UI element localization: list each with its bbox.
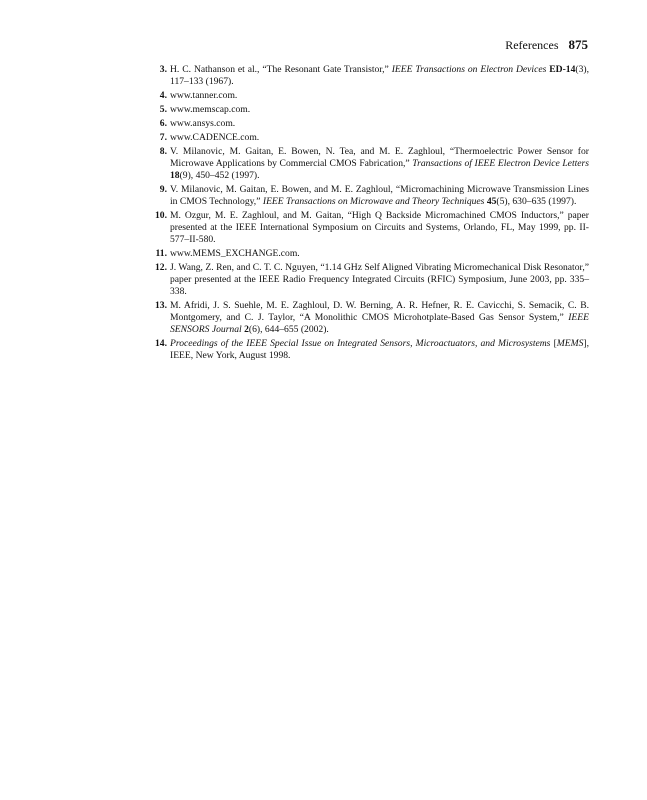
reference-text — [170, 118, 589, 130]
reference-text — [170, 104, 589, 116]
reference-text — [170, 90, 589, 102]
reference-item — [143, 132, 589, 144]
page-number: 875 — [568, 37, 588, 52]
text-segment: H. C. Nathanson et al., “The Resonant Gate Transistor,” — [170, 64, 392, 75]
italic-segment: IEEE SENSORS Journal — [170, 312, 589, 335]
text-segment: V. Milanovic, M. Gaitan, E. Bowen, and M. E. Zaghloul, “Micromachining Microwave Transmission Lines in CMOS Technology,” — [170, 184, 589, 207]
reference-text — [170, 338, 589, 362]
text-segment: www.MEMS_EXCHANGE.com. — [170, 248, 300, 259]
reference-item — [143, 104, 589, 116]
running-head — [505, 37, 588, 53]
reference-text — [170, 300, 589, 336]
reference-item — [143, 262, 589, 298]
bold-segment: 45 — [486, 196, 497, 207]
text-segment: V. Milanovic, M. Gaitan, E. Bowen, N. Tea, and M. E. Zaghloul, “Thermoelectric Power Sensor for Microwave Applications by Commercial CMOS Fabrication,” — [170, 146, 589, 169]
text-segment: [ — [550, 338, 557, 349]
reference-text — [170, 262, 589, 298]
bold-segment: 18 — [170, 170, 180, 181]
reference-text — [170, 132, 589, 144]
text-segment: www.tanner.com. — [170, 90, 238, 101]
reference-text — [170, 248, 589, 260]
reference-number: 11. — [155, 248, 167, 259]
bold-segment: ED-14 — [549, 64, 576, 75]
reference-item — [143, 184, 589, 208]
text-segment: (5), 630–635 (1997). — [496, 196, 577, 207]
reference-number: 8. — [159, 146, 167, 157]
reference-number: 10. — [155, 210, 167, 221]
reference-item — [143, 90, 589, 102]
text-segment: www.memscap.com. — [170, 104, 251, 115]
running-head-title: References — [505, 38, 559, 52]
reference-item — [143, 248, 589, 260]
reference-list — [143, 64, 589, 364]
italic-segment: Proceedings of the IEEE Special Issue on Integrated Sensors, Microactuators, and Microsystems — [170, 338, 551, 349]
reference-item — [143, 338, 589, 362]
reference-item — [143, 210, 589, 246]
italic-segment: MEMS — [556, 338, 584, 349]
reference-number: 7. — [159, 132, 167, 143]
reference-text — [170, 210, 589, 246]
text-segment: M. Afridi, J. S. Suehle, M. E. Zaghloul, D. W. Berning, A. R. Hefner, R. E. Cavicchi, S. Semacik, C. B. Montgomery, and C. J. Taylor, “A Monolithic CMOS Microhotplate-Based Gas Sensor System,” — [170, 300, 589, 323]
text-segment: J. Wang, Z. Ren, and C. T. C. Nguyen, “1.14 GHz Self Aligned Vibrating Micromechanical Disk Resonator,” paper presented at the IEEE Radio Frequency Integrated Circuits (RFIC) Symposium, June 2003, pp. 335–338. — [170, 262, 589, 297]
italic-segment: IEEE Transactions on Microwave and Theory Techniques — [262, 196, 485, 207]
reference-number: 9. — [159, 184, 167, 195]
reference-item — [143, 300, 589, 336]
reference-item — [143, 118, 589, 130]
reference-item — [143, 146, 589, 182]
text-segment: www.CADENCE.com. — [170, 132, 260, 143]
reference-text — [170, 184, 589, 208]
italic-segment: IEEE Transactions on Electron Devices — [391, 64, 547, 75]
reference-number: 13. — [155, 300, 167, 311]
reference-number: 14. — [155, 338, 167, 349]
reference-number: 4. — [159, 90, 167, 101]
reference-number: 3. — [159, 64, 167, 75]
text-segment: ], IEEE, New York, August 1998. — [170, 338, 589, 361]
reference-number: 6. — [159, 118, 167, 129]
text-segment: (9), 450–452 (1997). — [179, 170, 260, 181]
text-segment: M. Ozgur, M. E. Zaghloul, and M. Gaitan, “High Q Backside Micromachined CMOS Inductors,” paper presented at the IEEE International Symposium on Circuits and Systems, Orlando, FL, May 1999, pp. II-577–II-580. — [170, 210, 589, 245]
reference-number: 12. — [155, 262, 167, 273]
bold-segment: 2 — [244, 324, 249, 335]
text-segment: (6), 644–655 (2002). — [248, 324, 329, 335]
text-segment: (3), 117–133 (1967). — [170, 64, 589, 87]
reference-text — [170, 146, 589, 182]
reference-item — [143, 64, 589, 88]
italic-segment: Transactions of IEEE Electron Device Letters — [412, 158, 589, 169]
reference-text — [170, 64, 589, 88]
text-segment: www.ansys.com. — [170, 118, 236, 129]
reference-number: 5. — [159, 104, 167, 115]
